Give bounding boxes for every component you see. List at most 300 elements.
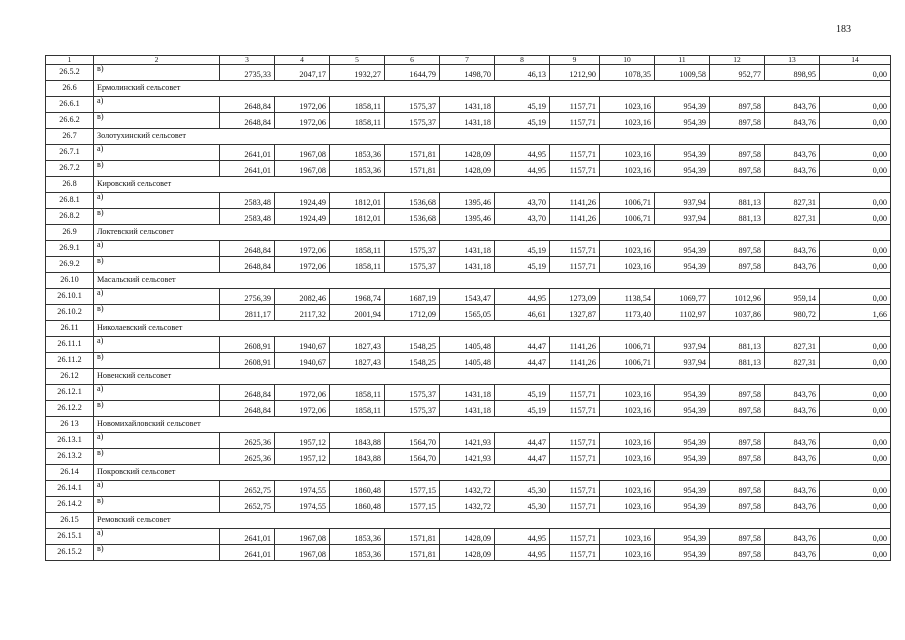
row-code: 26.7.2 bbox=[46, 160, 94, 176]
value-cell: 1069,77 bbox=[655, 288, 710, 304]
value-cell: 1023,16 bbox=[600, 400, 655, 416]
value-cell: 1974,55 bbox=[275, 496, 330, 512]
row-code: 26.10.1 bbox=[46, 288, 94, 304]
row-subitem: в) bbox=[94, 304, 220, 320]
value-cell: 954,39 bbox=[655, 112, 710, 128]
value-cell: 954,39 bbox=[655, 160, 710, 176]
row-code: 26.10.2 bbox=[46, 304, 94, 320]
value-cell: 959,14 bbox=[765, 288, 820, 304]
value-cell: 954,39 bbox=[655, 144, 710, 160]
value-cell: 43,70 bbox=[495, 208, 550, 224]
row-subitem: в) bbox=[94, 496, 220, 512]
value-cell: 1858,11 bbox=[330, 240, 385, 256]
table-row bbox=[46, 64, 891, 80]
value-cell: 1157,71 bbox=[550, 160, 600, 176]
value-cell: 827,31 bbox=[765, 352, 820, 368]
row-code: 26.15.2 bbox=[46, 544, 94, 560]
value-cell: 1924,49 bbox=[275, 208, 330, 224]
value-cell: 1023,16 bbox=[600, 432, 655, 448]
row-code: 26.9.2 bbox=[46, 256, 94, 272]
value-cell: 1006,71 bbox=[600, 336, 655, 352]
value-cell: 1858,11 bbox=[330, 400, 385, 416]
value-cell: 1006,71 bbox=[600, 208, 655, 224]
value-cell: 1431,18 bbox=[440, 112, 495, 128]
value-cell: 1157,71 bbox=[550, 544, 600, 560]
table-row bbox=[46, 304, 891, 320]
value-cell: 2648,84 bbox=[220, 256, 275, 272]
value-cell: 1023,16 bbox=[600, 384, 655, 400]
row-code: 26.6.1 bbox=[46, 96, 94, 112]
value-cell: 1023,16 bbox=[600, 160, 655, 176]
value-cell: 1405,48 bbox=[440, 352, 495, 368]
value-cell: 1009,58 bbox=[655, 64, 710, 80]
value-cell: 1858,11 bbox=[330, 384, 385, 400]
value-cell: 1138,54 bbox=[600, 288, 655, 304]
value-cell: 0,00 bbox=[820, 64, 891, 80]
value-cell: 1972,06 bbox=[275, 256, 330, 272]
column-header: 2 bbox=[94, 56, 220, 65]
value-cell: 2735,33 bbox=[220, 64, 275, 80]
table-row bbox=[46, 256, 891, 272]
value-cell: 1858,11 bbox=[330, 256, 385, 272]
row-code: 26.15.1 bbox=[46, 528, 94, 544]
value-cell: 1575,37 bbox=[385, 400, 440, 416]
value-cell: 897,58 bbox=[710, 256, 765, 272]
row-subitem: а) bbox=[94, 240, 220, 256]
value-cell: 1565,05 bbox=[440, 304, 495, 320]
column-header: 13 bbox=[765, 56, 820, 65]
value-cell: 843,76 bbox=[765, 432, 820, 448]
table-row bbox=[46, 240, 891, 256]
section-name: Масальский сельсовет bbox=[94, 272, 891, 288]
value-cell: 0,00 bbox=[820, 336, 891, 352]
section-name: Ремовский сельсовет bbox=[94, 512, 891, 528]
column-header: 6 bbox=[385, 56, 440, 65]
column-header: 12 bbox=[710, 56, 765, 65]
value-cell: 1023,16 bbox=[600, 96, 655, 112]
value-cell: 843,76 bbox=[765, 96, 820, 112]
value-cell: 1644,79 bbox=[385, 64, 440, 80]
value-cell: 1023,16 bbox=[600, 240, 655, 256]
value-cell: 0,00 bbox=[820, 160, 891, 176]
value-cell: 1843,88 bbox=[330, 448, 385, 464]
value-cell: 2648,84 bbox=[220, 112, 275, 128]
value-cell: 2652,75 bbox=[220, 496, 275, 512]
value-cell: 1428,09 bbox=[440, 528, 495, 544]
row-code: 26.11.2 bbox=[46, 352, 94, 368]
value-cell: 843,76 bbox=[765, 480, 820, 496]
value-cell: 1853,36 bbox=[330, 144, 385, 160]
table-row bbox=[46, 496, 891, 512]
table-row bbox=[46, 480, 891, 496]
row-subitem: в) bbox=[94, 256, 220, 272]
section-row bbox=[46, 464, 891, 480]
value-cell: 1498,70 bbox=[440, 64, 495, 80]
value-cell: 43,70 bbox=[495, 192, 550, 208]
value-cell: 1006,71 bbox=[600, 352, 655, 368]
value-cell: 44,95 bbox=[495, 528, 550, 544]
value-cell: 954,39 bbox=[655, 448, 710, 464]
value-cell: 1431,18 bbox=[440, 384, 495, 400]
value-cell: 827,31 bbox=[765, 192, 820, 208]
value-cell: 1023,16 bbox=[600, 480, 655, 496]
value-cell: 44,47 bbox=[495, 432, 550, 448]
value-cell: 1157,71 bbox=[550, 528, 600, 544]
value-cell: 1957,12 bbox=[275, 448, 330, 464]
value-cell: 44,47 bbox=[495, 352, 550, 368]
value-cell: 45,19 bbox=[495, 112, 550, 128]
value-cell: 1421,93 bbox=[440, 448, 495, 464]
value-cell: 44,47 bbox=[495, 448, 550, 464]
table-row bbox=[46, 192, 891, 208]
value-cell: 44,47 bbox=[495, 336, 550, 352]
value-cell: 1327,87 bbox=[550, 304, 600, 320]
row-subitem: в) bbox=[94, 352, 220, 368]
value-cell: 2001,94 bbox=[330, 304, 385, 320]
value-cell: 2648,84 bbox=[220, 240, 275, 256]
value-cell: 954,39 bbox=[655, 256, 710, 272]
row-code: 26.14.2 bbox=[46, 496, 94, 512]
value-cell: 954,39 bbox=[655, 400, 710, 416]
value-cell: 0,00 bbox=[820, 144, 891, 160]
value-cell: 1536,68 bbox=[385, 192, 440, 208]
value-cell: 45,19 bbox=[495, 256, 550, 272]
row-code: 26.8.1 bbox=[46, 192, 94, 208]
row-subitem: а) bbox=[94, 192, 220, 208]
section-name: Золотухинский сельсовет bbox=[94, 128, 891, 144]
value-cell: 1141,26 bbox=[550, 352, 600, 368]
value-cell: 1967,08 bbox=[275, 528, 330, 544]
section-code: 26.11 bbox=[46, 320, 94, 336]
value-cell: 937,94 bbox=[655, 336, 710, 352]
value-cell: 954,39 bbox=[655, 544, 710, 560]
value-cell: 1395,46 bbox=[440, 208, 495, 224]
row-subitem: в) bbox=[94, 112, 220, 128]
section-row bbox=[46, 512, 891, 528]
table-row bbox=[46, 448, 891, 464]
value-cell: 1974,55 bbox=[275, 480, 330, 496]
value-cell: 1827,43 bbox=[330, 336, 385, 352]
value-cell: 1395,46 bbox=[440, 192, 495, 208]
section-code: 26.8 bbox=[46, 176, 94, 192]
section-code: 26.12 bbox=[46, 368, 94, 384]
table-row bbox=[46, 144, 891, 160]
value-cell: 937,94 bbox=[655, 192, 710, 208]
value-cell: 1157,71 bbox=[550, 112, 600, 128]
table-row bbox=[46, 112, 891, 128]
value-cell: 1543,47 bbox=[440, 288, 495, 304]
table-row bbox=[46, 160, 891, 176]
value-cell: 2583,48 bbox=[220, 208, 275, 224]
value-cell: 1571,81 bbox=[385, 160, 440, 176]
value-cell: 1428,09 bbox=[440, 544, 495, 560]
value-cell: 954,39 bbox=[655, 96, 710, 112]
value-cell: 45,19 bbox=[495, 384, 550, 400]
row-subitem: а) bbox=[94, 480, 220, 496]
table-row bbox=[46, 208, 891, 224]
column-header: 11 bbox=[655, 56, 710, 65]
value-cell: 1141,26 bbox=[550, 208, 600, 224]
value-cell: 1037,86 bbox=[710, 304, 765, 320]
value-cell: 0,00 bbox=[820, 432, 891, 448]
row-subitem: в) bbox=[94, 160, 220, 176]
header-row bbox=[46, 56, 891, 65]
value-cell: 1843,88 bbox=[330, 432, 385, 448]
value-cell: 46,13 bbox=[495, 64, 550, 80]
value-cell: 0,00 bbox=[820, 480, 891, 496]
value-cell: 2641,01 bbox=[220, 144, 275, 160]
value-cell: 897,58 bbox=[710, 144, 765, 160]
value-cell: 1967,08 bbox=[275, 544, 330, 560]
section-row bbox=[46, 416, 891, 432]
value-cell: 0,00 bbox=[820, 448, 891, 464]
section-code: 26.15 bbox=[46, 512, 94, 528]
value-cell: 1023,16 bbox=[600, 544, 655, 560]
value-cell: 2047,17 bbox=[275, 64, 330, 80]
column-header: 10 bbox=[600, 56, 655, 65]
value-cell: 1827,43 bbox=[330, 352, 385, 368]
value-cell: 1967,08 bbox=[275, 160, 330, 176]
value-cell: 2811,17 bbox=[220, 304, 275, 320]
value-cell: 843,76 bbox=[765, 240, 820, 256]
row-subitem: а) bbox=[94, 288, 220, 304]
value-cell: 1141,26 bbox=[550, 192, 600, 208]
value-cell: 1924,49 bbox=[275, 192, 330, 208]
value-cell: 1548,25 bbox=[385, 336, 440, 352]
value-cell: 2641,01 bbox=[220, 160, 275, 176]
row-subitem: а) bbox=[94, 96, 220, 112]
row-subitem: а) bbox=[94, 144, 220, 160]
value-cell: 45,30 bbox=[495, 480, 550, 496]
value-cell: 2756,39 bbox=[220, 288, 275, 304]
value-cell: 2648,84 bbox=[220, 400, 275, 416]
value-cell: 45,19 bbox=[495, 96, 550, 112]
value-cell: 1932,27 bbox=[330, 64, 385, 80]
value-cell: 1812,01 bbox=[330, 192, 385, 208]
row-subitem: а) bbox=[94, 432, 220, 448]
value-cell: 45,19 bbox=[495, 400, 550, 416]
value-cell: 1575,37 bbox=[385, 240, 440, 256]
value-cell: 0,00 bbox=[820, 96, 891, 112]
value-cell: 0,00 bbox=[820, 544, 891, 560]
value-cell: 2652,75 bbox=[220, 480, 275, 496]
value-cell: 937,94 bbox=[655, 352, 710, 368]
value-cell: 0,00 bbox=[820, 352, 891, 368]
value-cell: 2641,01 bbox=[220, 544, 275, 560]
value-cell: 1157,71 bbox=[550, 400, 600, 416]
value-cell: 2608,91 bbox=[220, 336, 275, 352]
section-row bbox=[46, 320, 891, 336]
value-cell: 1102,97 bbox=[655, 304, 710, 320]
value-cell: 1940,67 bbox=[275, 352, 330, 368]
value-cell: 1687,19 bbox=[385, 288, 440, 304]
value-cell: 45,19 bbox=[495, 240, 550, 256]
column-header: 9 bbox=[550, 56, 600, 65]
page-number: 183 bbox=[836, 24, 851, 35]
value-cell: 954,39 bbox=[655, 384, 710, 400]
column-header: 3 bbox=[220, 56, 275, 65]
value-cell: 1173,40 bbox=[600, 304, 655, 320]
column-header: 1 bbox=[46, 56, 94, 65]
value-cell: 954,39 bbox=[655, 496, 710, 512]
value-cell: 1858,11 bbox=[330, 96, 385, 112]
value-cell: 44,95 bbox=[495, 160, 550, 176]
row-subitem: в) bbox=[94, 64, 220, 80]
value-cell: 897,58 bbox=[710, 480, 765, 496]
value-cell: 1157,71 bbox=[550, 496, 600, 512]
value-cell: 1431,18 bbox=[440, 400, 495, 416]
value-cell: 1078,35 bbox=[600, 64, 655, 80]
value-cell: 0,00 bbox=[820, 240, 891, 256]
value-cell: 827,31 bbox=[765, 336, 820, 352]
value-cell: 897,58 bbox=[710, 448, 765, 464]
row-subitem: в) bbox=[94, 208, 220, 224]
value-cell: 897,58 bbox=[710, 528, 765, 544]
value-cell: 1157,71 bbox=[550, 256, 600, 272]
value-cell: 0,00 bbox=[820, 496, 891, 512]
section-name: Кировский сельсовет bbox=[94, 176, 891, 192]
table-row bbox=[46, 336, 891, 352]
value-cell: 843,76 bbox=[765, 160, 820, 176]
table-row bbox=[46, 528, 891, 544]
row-code: 26.13.1 bbox=[46, 432, 94, 448]
value-cell: 1575,37 bbox=[385, 256, 440, 272]
table-row bbox=[46, 384, 891, 400]
row-subitem: в) bbox=[94, 448, 220, 464]
value-cell: 1421,93 bbox=[440, 432, 495, 448]
row-subitem: а) bbox=[94, 336, 220, 352]
column-header: 4 bbox=[275, 56, 330, 65]
section-name: Локтевский сельсовет bbox=[94, 224, 891, 240]
value-cell: 45,30 bbox=[495, 496, 550, 512]
value-cell: 1972,06 bbox=[275, 240, 330, 256]
row-subitem: в) bbox=[94, 400, 220, 416]
value-cell: 1577,15 bbox=[385, 496, 440, 512]
value-cell: 1428,09 bbox=[440, 160, 495, 176]
value-cell: 897,58 bbox=[710, 112, 765, 128]
value-cell: 1431,18 bbox=[440, 256, 495, 272]
value-cell: 843,76 bbox=[765, 544, 820, 560]
value-cell: 1853,36 bbox=[330, 160, 385, 176]
table-row bbox=[46, 96, 891, 112]
value-cell: 1858,11 bbox=[330, 112, 385, 128]
table-body bbox=[46, 64, 891, 560]
value-cell: 1006,71 bbox=[600, 192, 655, 208]
value-cell: 897,58 bbox=[710, 96, 765, 112]
section-row bbox=[46, 176, 891, 192]
column-header: 5 bbox=[330, 56, 385, 65]
value-cell: 1957,12 bbox=[275, 432, 330, 448]
value-cell: 1023,16 bbox=[600, 144, 655, 160]
value-cell: 1967,08 bbox=[275, 144, 330, 160]
value-cell: 1141,26 bbox=[550, 336, 600, 352]
value-cell: 2117,32 bbox=[275, 304, 330, 320]
value-cell: 1023,16 bbox=[600, 496, 655, 512]
value-cell: 2641,01 bbox=[220, 528, 275, 544]
value-cell: 954,39 bbox=[655, 480, 710, 496]
value-cell: 2625,36 bbox=[220, 448, 275, 464]
section-row bbox=[46, 368, 891, 384]
value-cell: 843,76 bbox=[765, 112, 820, 128]
value-cell: 1157,71 bbox=[550, 480, 600, 496]
value-cell: 1860,48 bbox=[330, 480, 385, 496]
value-cell: 1968,74 bbox=[330, 288, 385, 304]
value-cell: 980,72 bbox=[765, 304, 820, 320]
value-cell: 937,94 bbox=[655, 208, 710, 224]
value-cell: 897,58 bbox=[710, 384, 765, 400]
value-cell: 0,00 bbox=[820, 400, 891, 416]
row-code: 26.14.1 bbox=[46, 480, 94, 496]
value-cell: 1972,06 bbox=[275, 112, 330, 128]
value-cell: 1012,96 bbox=[710, 288, 765, 304]
value-cell: 44,95 bbox=[495, 544, 550, 560]
row-code: 26.5.2 bbox=[46, 64, 94, 80]
value-cell: 1023,16 bbox=[600, 448, 655, 464]
value-cell: 898,95 bbox=[765, 64, 820, 80]
value-cell: 1575,37 bbox=[385, 96, 440, 112]
value-cell: 897,58 bbox=[710, 240, 765, 256]
value-cell: 0,00 bbox=[820, 192, 891, 208]
table-row bbox=[46, 288, 891, 304]
row-code: 26.12.1 bbox=[46, 384, 94, 400]
section-name: Новомихайловский сельсовет bbox=[94, 416, 891, 432]
value-cell: 1575,37 bbox=[385, 112, 440, 128]
section-row bbox=[46, 80, 891, 96]
row-code: 26.13.2 bbox=[46, 448, 94, 464]
value-cell: 1431,18 bbox=[440, 96, 495, 112]
value-cell: 2648,84 bbox=[220, 96, 275, 112]
value-cell: 897,58 bbox=[710, 160, 765, 176]
value-cell: 1212,90 bbox=[550, 64, 600, 80]
table-row bbox=[46, 352, 891, 368]
section-code: 26.10 bbox=[46, 272, 94, 288]
value-cell: 1023,16 bbox=[600, 256, 655, 272]
value-cell: 843,76 bbox=[765, 496, 820, 512]
section-row bbox=[46, 272, 891, 288]
table-row bbox=[46, 544, 891, 560]
value-cell: 0,00 bbox=[820, 528, 891, 544]
section-name: Николаевский сельсовет bbox=[94, 320, 891, 336]
value-cell: 1432,72 bbox=[440, 480, 495, 496]
section-name: Ермолинский сельсовет bbox=[94, 80, 891, 96]
row-subitem: а) bbox=[94, 528, 220, 544]
row-code: 26.8.2 bbox=[46, 208, 94, 224]
value-cell: 1432,72 bbox=[440, 496, 495, 512]
section-code: 26.9 bbox=[46, 224, 94, 240]
section-code: 26.14 bbox=[46, 464, 94, 480]
value-cell: 1548,25 bbox=[385, 352, 440, 368]
value-cell: 1972,06 bbox=[275, 96, 330, 112]
row-subitem: а) bbox=[94, 384, 220, 400]
value-cell: 1571,81 bbox=[385, 544, 440, 560]
row-code: 26.6.2 bbox=[46, 112, 94, 128]
value-cell: 954,39 bbox=[655, 528, 710, 544]
value-cell: 843,76 bbox=[765, 528, 820, 544]
value-cell: 952,77 bbox=[710, 64, 765, 80]
section-code: 26 13 bbox=[46, 416, 94, 432]
column-header: 8 bbox=[495, 56, 550, 65]
value-cell: 1536,68 bbox=[385, 208, 440, 224]
row-code: 26.12.2 bbox=[46, 400, 94, 416]
value-cell: 1273,09 bbox=[550, 288, 600, 304]
value-cell: 881,13 bbox=[710, 192, 765, 208]
value-cell: 897,58 bbox=[710, 432, 765, 448]
value-cell: 843,76 bbox=[765, 384, 820, 400]
value-cell: 1564,70 bbox=[385, 432, 440, 448]
section-name: Покровский сельсовет bbox=[94, 464, 891, 480]
section-name: Новенский сельсовет bbox=[94, 368, 891, 384]
value-cell: 1157,71 bbox=[550, 96, 600, 112]
